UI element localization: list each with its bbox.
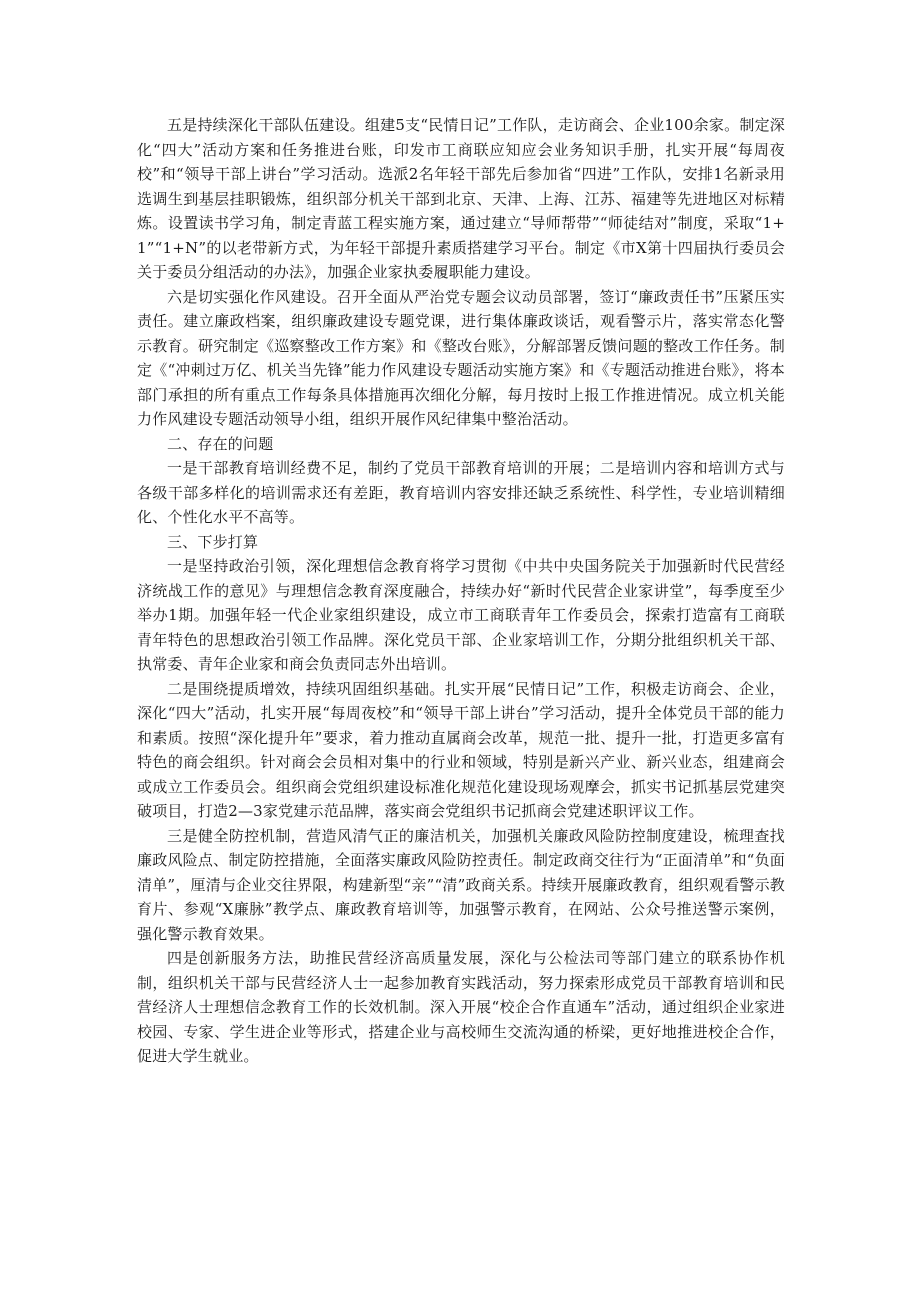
section-heading-existing-problems: 二、存在的问题: [167, 434, 274, 453]
paragraph-prevention-mechanism: 三是健全防控机制，营造风清气正的廉洁机关，加强机关廉政风险防控制度建设，梳理查找廉政风险点、制定防控措施，全面落实廉政风险防控责任。制定政商交往行为“正面清单”和“负面清单”，厘清与企业交往界限，构建新型“亲”“清”政商关系。持续开展廉政教育，组织观看警示教育片、参观“X廉脉”教学点、廉政教育培训等，加强警示教育，在网站、公众号推送警示案例，强化警示教育效果。: [137, 826, 785, 943]
paragraph-work-style-building: 六是切实强化作风建设。召开全面从严治党专题会议动员部署，签订“廉政责任书”压紧压实责任。建立廉政档案，组织廉政建设专题党课，进行集体廉政谈话，观看警示片，落实常态化警示教育。研究制定《巡察整改工作方案》和《整改台账》，分解部署反馈问题的整改工作任务。制定《“冲刺过万亿、机关当先锋”能力作风建设专题活动实施方案》和《专题活动推进台账》，将本部门承担的所有重点工作每条具体措施再次细化分解，每月按时上报工作推进情况。成立机关能力作风建设专题活动领导小组，组织开展作风纪律集中整治活动。: [137, 287, 785, 428]
paragraph-service-innovation: 四是创新服务方法，助推民营经济高质量发展，深化与公检法司等部门建立的联系协作机制，组织机关干部与民营经济人士一起参加教育实践活动，努力探索形成党员干部教育培训和民营经济人士理想信念教育工作的长效机制。深入开展“校企合作直通车”活动，通过组织企业家进校园、专家、学生进企业等形式，搭建企业与高校师生交流沟通的桥梁，更好地推进校企合作，促进大学生就业。: [137, 949, 785, 1065]
paragraph-organization-foundation: 二是围绕提质增效，持续巩固组织基础。扎实开展“民情日记”工作，积极走访商会、企业，深化“四大”活动，扎实开展“每周夜校”和“领导干部上讲台”学习活动，提升全体党员干部的能力和素质。按照“深化提升年”要求，着力推动直属商会改革，规范一批、提升一批，打造更多富有特色的商会组织。针对商会会员相对集中的行业和领域，特别是新兴产业、新兴业态，组建商会或成立工作委员会。组织商会党组织建设标准化规范化建设现场观摩会，抓实书记抓基层党建突破项目，打造2—3家党建示范品牌，落实商会党组织书记抓商会党建述职评议工作。: [137, 679, 785, 820]
section-heading-next-steps: 三、下步打算: [167, 532, 259, 551]
paragraph-cadre-team-building: 五是持续深化干部队伍建设。组建5支“民情日记”工作队，走访商会、企业100余家。制定深化“四大”活动方案和任务推进台账，印发市工商联应知应会业务知识手册，扎实开展“每周夜校”和“领导干部上讲台”学习活动。选派2名年轻干部先后参加省“四进”工作队，安排1名新录用选调生到基层挂职锻炼，组织部分机关干部到北京、天津、上海、江苏、福建等先进地区对标精炼。设置读书学习角，制定青蓝工程实施方案，通过建立“导师帮带”“师徒结对”制度，采取“1+1”“1+N”的以老带新方式，为年轻干部提升素质搭建学习平台。制定《市X第十四届执行委员会关于委员分组活动的办法》，加强企业家执委履职能力建设。: [137, 116, 785, 281]
paragraph-problems: 一是干部教育培训经费不足，制约了党员干部教育培训的开展；二是培训内容和培训方式与各级干部多样化的培训需求还有差距，教育培训内容安排还缺乏系统性、科学性，专业培训精细化、个性化水平不高等。: [137, 459, 785, 526]
paragraph-political-guidance: 一是坚持政治引领，深化理想信念教育将学习贯彻《中共中央国务院关于加强新时代民营经济统战工作的意见》与理想信念教育深度融合，持续办好“新时代民营企业家讲堂”，每季度至少举办1期。加强年轻一代企业家组织建设，成立市工商联青年工作委员会，探索打造富有工商联青年特色的思想政治引领工作品牌。深化党员干部、企业家培训工作，分期分批组织机关干部、执常委、青年企业家和商会负责同志外出培训。: [137, 557, 785, 673]
document-body: [137, 113, 785, 1069]
